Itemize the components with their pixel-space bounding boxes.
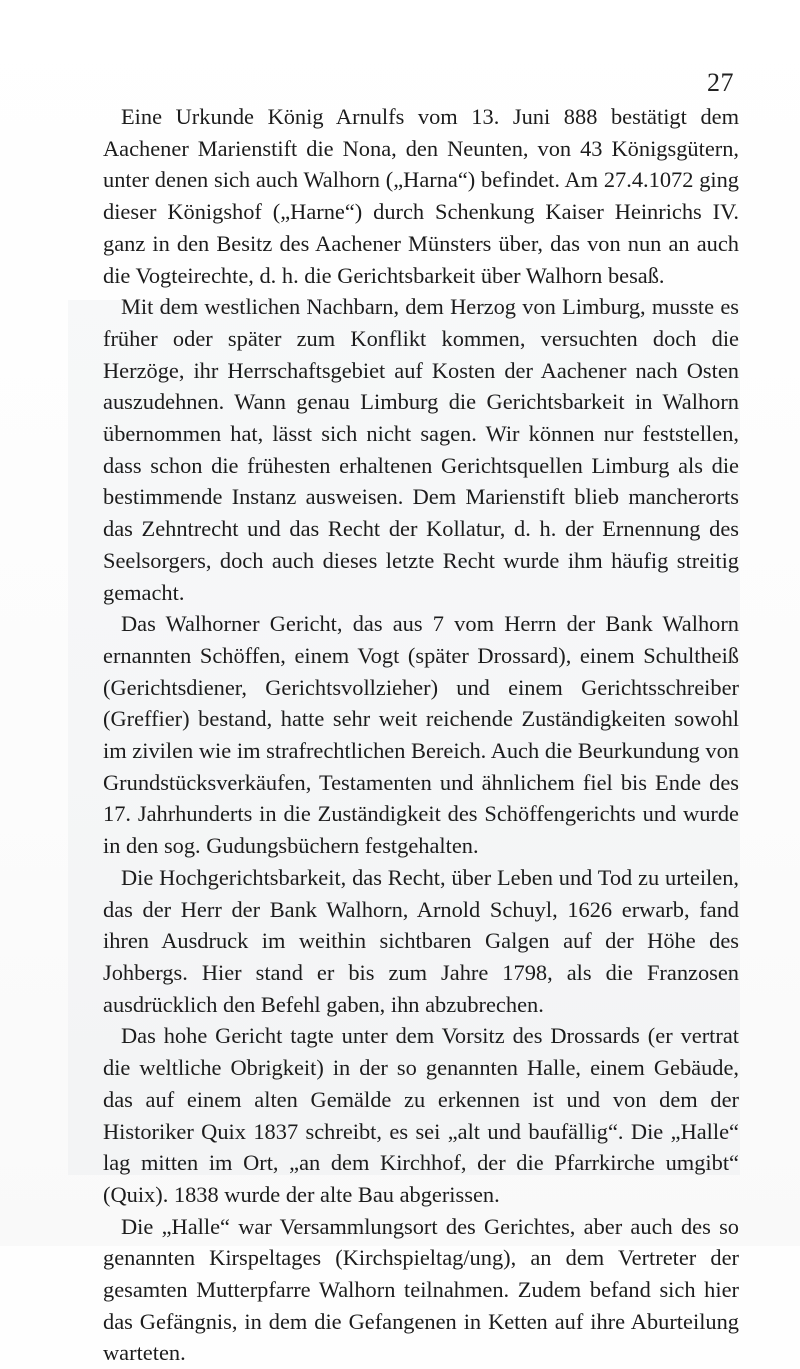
page-number: 27: [707, 68, 734, 97]
paragraph-charter: Eine Urkunde König Arnulfs vom 13. Juni 888 bestätigt dem Aachener Marienstift die Nona, den Neunten, von 43 Königsgütern, unter denen sich auch Walhorn („Harna“) befindet. Am 27.4.1072 ging dieser Königshof („Harne“) durch Schenkung Kaiser Heinrichs IV. ganz in den Besitz des Aachener Münsters über, das von nun an auch die Vogteirechte, d. h. die Gerichtsbarkeit über Walhorn besaß.: [103, 104, 739, 288]
paragraph-limburg: Mit dem westlichen Nachbarn, dem Herzog von Limburg, musste es früher oder später zum Konflikt kommen, versuchten doch die Herzöge, ihr Herrschaftsgebiet auf Kosten der Aachener nach Osten auszudehnen. Wann genau Limburg die Gerichtsbarkeit in Walhorn übernommen hat, lässt sich nicht sagen. Wir können nur feststellen, dass schon die frühesten erhaltenen Gerichtsquellen Limburg als die bestimmende Instanz ausweisen. Dem Marienstift blieb mancherorts das Zehntrecht und das Recht der Kollatur, d. h. der Ernennung des Seelsorgers, doch auch dieses letzte Recht wurde ihm häufig streitig gemacht.: [103, 294, 739, 605]
paragraph-halle: Das hohe Gericht tagte unter dem Vorsitz des Drossards (er vertrat die weltliche Obrigkeit) in der so genannten Halle, einem Gebäude, das auf einem alten Gemälde zu erkennen ist und von dem der Historiker Quix 1837 schreibt, es sei „alt und baufällig“. Die „Halle“ lag mitten im Ort, „an dem Kirchhof, der die Pfarrkirche umgibt“ (Quix). 1838 wurde der alte Bau abgerissen.: [103, 1023, 739, 1207]
paragraph-court: Das Walhorner Gericht, das aus 7 vom Herrn der Bank Walhorn ernannten Schöffen, einem Vogt (später Drossard), einem Schultheiß (Gerichtsdiener, Gerichtsvollzieher) und einem Gerichtsschreiber (Greffier) bestand, hatte sehr weit reichende Zuständigkeiten sowohl im zivilen wie im strafrechtlichen Bereich. Auch die Beurkundung von Grundstücksverkäufen, Testamenten und ähnlichem fiel bis Ende des 17. Jahrhunderts in die Zuständigkeit des Schöffengerichts und wurde in den sog. Gudungsbüchern festgehalten.: [103, 611, 739, 859]
paragraph-high-court: Die Hochgerichtsbarkeit, das Recht, über Leben und Tod zu urteilen, das der Herr der Bank Walhorn, Arnold Schuyl, 1626 erwarb, fand ihren Ausdruck im weithin sichtbaren Galgen auf der Höhe des Johbergs. Hier stand er bis zum Jahre 1798, als die Franzosen ausdrücklich den Befehl gaben, ihn abzubrechen.: [103, 864, 739, 1017]
paragraph-assembly: Die „Halle“ war Versammlungsort des Gerichtes, aber auch des so genannten Kirspeltages (Kirchspieltag/ung), an dem Vertreter der gesamten Mutterpfarre Walhorn teilnahmen. Zudem befand sich hier das Gefängnis, in dem die Gefangenen in Ketten auf ihre Aburteilung warteten.: [103, 1213, 739, 1366]
body-text: [103, 101, 739, 1369]
